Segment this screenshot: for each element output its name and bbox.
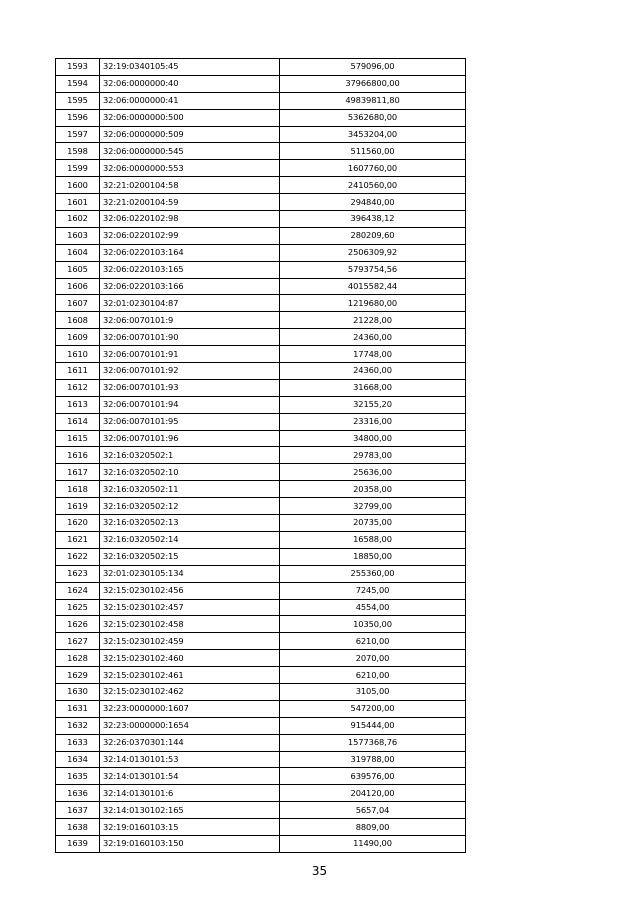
row-number-cell: 1606: [56, 278, 100, 295]
row-number-cell: 1636: [56, 785, 100, 802]
value-cell: 5362680,00: [280, 109, 466, 126]
value-cell: 280209,60: [280, 227, 466, 244]
value-cell: 34800,00: [280, 430, 466, 447]
row-number-cell: 1593: [56, 59, 100, 76]
cadastral-number-cell: 32:23:0000000:1654: [100, 717, 280, 734]
value-cell: 10350,00: [280, 616, 466, 633]
value-cell: 31668,00: [280, 379, 466, 396]
row-number-cell: 1609: [56, 329, 100, 346]
row-number-cell: 1607: [56, 295, 100, 312]
table-row: [56, 75, 466, 92]
row-number-cell: 1613: [56, 396, 100, 413]
table-row: [56, 616, 466, 633]
cadastral-number-cell: 32:06:0220103:164: [100, 244, 280, 261]
value-cell: 639576,00: [280, 768, 466, 785]
row-number-cell: 1603: [56, 227, 100, 244]
cadastral-number-cell: 32:06:0070101:92: [100, 363, 280, 380]
table-row: [56, 700, 466, 717]
row-number-cell: 1614: [56, 413, 100, 430]
row-number-cell: 1624: [56, 582, 100, 599]
table-row: [56, 379, 466, 396]
cadastral-number-cell: 32:06:0000000:545: [100, 143, 280, 160]
value-cell: 37966800,00: [280, 75, 466, 92]
row-number-cell: 1618: [56, 481, 100, 498]
row-number-cell: 1601: [56, 194, 100, 211]
row-number-cell: 1635: [56, 768, 100, 785]
cadastral-number-cell: 32:21:0200104:58: [100, 177, 280, 194]
table-row: [56, 227, 466, 244]
value-cell: 4554,00: [280, 599, 466, 616]
cadastral-number-cell: 32:06:0070101:90: [100, 329, 280, 346]
table-row: [56, 160, 466, 177]
table-row: [56, 177, 466, 194]
cadastral-number-cell: 32:06:0220103:165: [100, 261, 280, 278]
cadastral-number-cell: 32:06:0070101:95: [100, 413, 280, 430]
row-number-cell: 1619: [56, 498, 100, 515]
table-row: [56, 430, 466, 447]
row-number-cell: 1622: [56, 548, 100, 565]
cadastral-number-cell: 32:19:0160103:15: [100, 819, 280, 836]
table-row: [56, 531, 466, 548]
row-number-cell: 1596: [56, 109, 100, 126]
row-number-cell: 1597: [56, 126, 100, 143]
value-cell: 23316,00: [280, 413, 466, 430]
table-row: [56, 650, 466, 667]
cadastral-number-cell: 32:14:0130101:53: [100, 751, 280, 768]
row-number-cell: 1615: [56, 430, 100, 447]
value-cell: 24360,00: [280, 363, 466, 380]
value-cell: 1219680,00: [280, 295, 466, 312]
cadastral-number-cell: 32:16:0320502:15: [100, 548, 280, 565]
row-number-cell: 1610: [56, 346, 100, 363]
cadastral-number-cell: 32:14:0130102:165: [100, 802, 280, 819]
table-row: [56, 295, 466, 312]
table-row: [56, 261, 466, 278]
cadastral-number-cell: 32:06:0000000:500: [100, 109, 280, 126]
row-number-cell: 1599: [56, 160, 100, 177]
cadastral-number-cell: 32:14:0130101:54: [100, 768, 280, 785]
cadastral-number-cell: 32:15:0230102:461: [100, 667, 280, 684]
row-number-cell: 1633: [56, 734, 100, 751]
row-number-cell: 1600: [56, 177, 100, 194]
value-cell: 2410560,00: [280, 177, 466, 194]
value-cell: 49839811,80: [280, 92, 466, 109]
row-number-cell: 1637: [56, 802, 100, 819]
row-number-cell: 1639: [56, 835, 100, 852]
table-row: [56, 59, 466, 76]
value-cell: 21228,00: [280, 312, 466, 329]
cadastral-number-cell: 32:16:0320502:10: [100, 464, 280, 481]
row-number-cell: 1605: [56, 261, 100, 278]
value-cell: 5657,04: [280, 802, 466, 819]
table-row: [56, 515, 466, 532]
cadastral-number-cell: 32:26:0370301:144: [100, 734, 280, 751]
row-number-cell: 1627: [56, 633, 100, 650]
table-body: [56, 59, 466, 853]
cadastral-number-cell: 32:06:0000000:553: [100, 160, 280, 177]
value-cell: 18850,00: [280, 548, 466, 565]
table-row: [56, 278, 466, 295]
cadastral-number-cell: 32:15:0230102:458: [100, 616, 280, 633]
value-cell: 4015582,44: [280, 278, 466, 295]
value-cell: 7245,00: [280, 582, 466, 599]
cadastral-number-cell: 32:06:0070101:93: [100, 379, 280, 396]
row-number-cell: 1629: [56, 667, 100, 684]
table-row: [56, 312, 466, 329]
table-row: [56, 447, 466, 464]
table-row: [56, 734, 466, 751]
value-cell: 24360,00: [280, 329, 466, 346]
row-number-cell: 1617: [56, 464, 100, 481]
row-number-cell: 1612: [56, 379, 100, 396]
value-cell: 2070,00: [280, 650, 466, 667]
value-cell: 32799,00: [280, 498, 466, 515]
row-number-cell: 1631: [56, 700, 100, 717]
cadastral-number-cell: 32:15:0230102:456: [100, 582, 280, 599]
row-number-cell: 1621: [56, 531, 100, 548]
table-row: [56, 835, 466, 852]
row-number-cell: 1620: [56, 515, 100, 532]
table-row: [56, 633, 466, 650]
cadastral-number-cell: 32:14:0130101:6: [100, 785, 280, 802]
cadastral-number-cell: 32:01:0230105:134: [100, 565, 280, 582]
cadastral-number-cell: 32:23:0000000:1607: [100, 700, 280, 717]
table-row: [56, 329, 466, 346]
cadastral-number-cell: 32:06:0070101:94: [100, 396, 280, 413]
table-row: [56, 109, 466, 126]
cadastral-number-cell: 32:15:0230102:460: [100, 650, 280, 667]
value-cell: 29783,00: [280, 447, 466, 464]
cadastral-number-cell: 32:16:0320502:14: [100, 531, 280, 548]
table-row: [56, 346, 466, 363]
cadastral-number-cell: 32:16:0320502:12: [100, 498, 280, 515]
cadastral-number-cell: 32:15:0230102:459: [100, 633, 280, 650]
row-number-cell: 1625: [56, 599, 100, 616]
row-number-cell: 1628: [56, 650, 100, 667]
cadastral-number-cell: 32:16:0320502:11: [100, 481, 280, 498]
value-cell: 32155,20: [280, 396, 466, 413]
value-cell: 11490,00: [280, 835, 466, 852]
table-row: [56, 396, 466, 413]
table-row: [56, 363, 466, 380]
value-cell: 3105,00: [280, 683, 466, 700]
row-number-cell: 1632: [56, 717, 100, 734]
value-cell: 1577368,76: [280, 734, 466, 751]
table-row: [56, 717, 466, 734]
table-row: [56, 785, 466, 802]
value-cell: 17748,00: [280, 346, 466, 363]
row-number-cell: 1623: [56, 565, 100, 582]
cadastral-number-cell: 32:06:0070101:91: [100, 346, 280, 363]
row-number-cell: 1602: [56, 211, 100, 228]
table-row: [56, 464, 466, 481]
value-cell: 6210,00: [280, 667, 466, 684]
table-row: [56, 126, 466, 143]
table-row: [56, 565, 466, 582]
table-row: [56, 683, 466, 700]
cadastral-number-cell: 32:21:0200104:59: [100, 194, 280, 211]
value-cell: 20358,00: [280, 481, 466, 498]
table-row: [56, 92, 466, 109]
row-number-cell: 1634: [56, 751, 100, 768]
value-cell: 20735,00: [280, 515, 466, 532]
value-cell: 1607760,00: [280, 160, 466, 177]
row-number-cell: 1595: [56, 92, 100, 109]
cadastral-number-cell: 32:16:0320502:1: [100, 447, 280, 464]
table-row: [56, 498, 466, 515]
row-number-cell: 1611: [56, 363, 100, 380]
table-row: [56, 802, 466, 819]
table-row: [56, 244, 466, 261]
value-cell: 294840,00: [280, 194, 466, 211]
value-cell: 511560,00: [280, 143, 466, 160]
row-number-cell: 1608: [56, 312, 100, 329]
cadastral-number-cell: 32:19:0160103:150: [100, 835, 280, 852]
table-row: [56, 599, 466, 616]
table-row: [56, 481, 466, 498]
table-row: [56, 667, 466, 684]
value-cell: 8809,00: [280, 819, 466, 836]
value-cell: 2506309,92: [280, 244, 466, 261]
cadastral-number-cell: 32:15:0230102:462: [100, 683, 280, 700]
page-number: 35: [311, 864, 328, 878]
cadastral-number-cell: 32:06:0000000:41: [100, 92, 280, 109]
table-row: [56, 143, 466, 160]
cadastral-number-cell: 32:06:0000000:509: [100, 126, 280, 143]
value-cell: 204120,00: [280, 785, 466, 802]
table-row: [56, 819, 466, 836]
cadastral-number-cell: 32:15:0230102:457: [100, 599, 280, 616]
table-row: [56, 548, 466, 565]
value-cell: 319788,00: [280, 751, 466, 768]
table-row: [56, 768, 466, 785]
value-cell: 6210,00: [280, 633, 466, 650]
cadastral-number-cell: 32:19:0340105:45: [100, 59, 280, 76]
table-row: [56, 582, 466, 599]
cadastral-number-cell: 32:06:0220102:99: [100, 227, 280, 244]
table-row: [56, 413, 466, 430]
table-row: [56, 751, 466, 768]
cadastral-number-cell: 32:16:0320502:13: [100, 515, 280, 532]
value-cell: 16588,00: [280, 531, 466, 548]
value-cell: 396438,12: [280, 211, 466, 228]
value-cell: 3453204,00: [280, 126, 466, 143]
row-number-cell: 1626: [56, 616, 100, 633]
row-number-cell: 1630: [56, 683, 100, 700]
row-number-cell: 1594: [56, 75, 100, 92]
cadastral-number-cell: 32:06:0220103:166: [100, 278, 280, 295]
cadastral-number-cell: 32:01:0230104:87: [100, 295, 280, 312]
row-number-cell: 1616: [56, 447, 100, 464]
table-row: [56, 194, 466, 211]
value-cell: 579096,00: [280, 59, 466, 76]
value-cell: 547200,00: [280, 700, 466, 717]
value-cell: 915444,00: [280, 717, 466, 734]
row-number-cell: 1604: [56, 244, 100, 261]
cadastral-number-cell: 32:06:0070101:9: [100, 312, 280, 329]
cadastral-number-cell: 32:06:0070101:96: [100, 430, 280, 447]
row-number-cell: 1638: [56, 819, 100, 836]
cadastral-number-cell: 32:06:0220102:98: [100, 211, 280, 228]
data-table: [55, 58, 466, 853]
cadastral-number-cell: 32:06:0000000:40: [100, 75, 280, 92]
row-number-cell: 1598: [56, 143, 100, 160]
value-cell: 25636,00: [280, 464, 466, 481]
value-cell: 255360,00: [280, 565, 466, 582]
value-cell: 5793754,56: [280, 261, 466, 278]
table-row: [56, 211, 466, 228]
